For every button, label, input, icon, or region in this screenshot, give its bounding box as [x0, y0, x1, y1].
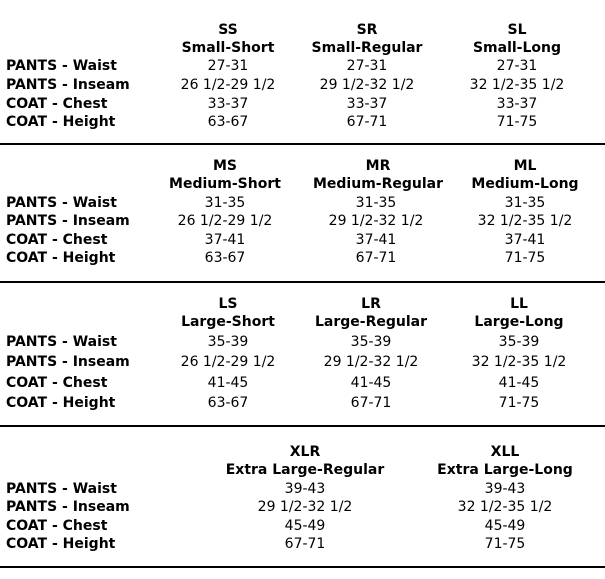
value-cell: 45-49 — [484, 518, 526, 534]
column-code: XLR — [289, 444, 321, 460]
column-name: Medium-Regular — [312, 176, 444, 192]
value-cell: 35-39 — [350, 334, 392, 350]
value-cell: 71-75 — [504, 250, 546, 266]
value-cell: 63-67 — [204, 250, 246, 266]
row-label-waist: PANTS - Waist — [6, 58, 117, 74]
section-divider — [0, 425, 605, 427]
value-cell: 33-37 — [346, 96, 388, 112]
value-cell: 27-31 — [346, 58, 388, 74]
value-cell: 67-71 — [350, 395, 392, 411]
row-label-height: COAT - Height — [6, 536, 116, 552]
value-cell: 71-75 — [498, 395, 540, 411]
row-label-height: COAT - Height — [6, 250, 116, 266]
column-name: Small-Regular — [311, 40, 423, 56]
value-cell: 67-71 — [355, 250, 397, 266]
column-code: SR — [356, 22, 378, 38]
value-cell: 31-35 — [204, 195, 246, 211]
column-code: XLL — [490, 444, 520, 460]
row-label-height: COAT - Height — [6, 114, 116, 130]
section-divider — [0, 143, 605, 145]
row-label-chest: COAT - Chest — [6, 232, 108, 248]
value-cell: 32 1/2-35 1/2 — [471, 354, 567, 370]
value-cell: 27-31 — [207, 58, 249, 74]
value-cell: 26 1/2-29 1/2 — [180, 354, 276, 370]
column-name: Medium-Long — [471, 176, 579, 192]
row-label-chest: COAT - Chest — [6, 375, 108, 391]
column-name: Extra Large-Long — [437, 462, 573, 478]
value-cell: 32 1/2-35 1/2 — [469, 77, 565, 93]
value-cell: 67-71 — [346, 114, 388, 130]
value-cell: 26 1/2-29 1/2 — [180, 77, 276, 93]
value-cell: 71-75 — [484, 536, 526, 552]
value-cell: 63-67 — [207, 114, 249, 130]
value-cell: 37-41 — [355, 232, 397, 248]
value-cell: 67-71 — [284, 536, 326, 552]
row-label-height: COAT - Height — [6, 395, 116, 411]
value-cell: 39-43 — [284, 481, 326, 497]
column-name: Small-Short — [181, 40, 275, 56]
column-code: MS — [212, 158, 238, 174]
row-label-inseam: PANTS - Inseam — [6, 499, 130, 515]
value-cell: 63-67 — [207, 395, 249, 411]
column-name: Large-Long — [474, 314, 564, 330]
value-cell: 31-35 — [504, 195, 546, 211]
value-cell: 33-37 — [207, 96, 249, 112]
value-cell: 29 1/2-32 1/2 — [319, 77, 415, 93]
value-cell: 71-75 — [496, 114, 538, 130]
value-cell: 33-37 — [496, 96, 538, 112]
column-code: MR — [365, 158, 391, 174]
column-code: LS — [218, 296, 238, 312]
value-cell: 45-49 — [284, 518, 326, 534]
column-name: Small-Long — [472, 40, 562, 56]
value-cell: 31-35 — [355, 195, 397, 211]
column-code: SL — [507, 22, 527, 38]
value-cell: 41-45 — [498, 375, 540, 391]
section-divider — [0, 281, 605, 283]
value-cell: 32 1/2-35 1/2 — [477, 213, 573, 229]
value-cell: 29 1/2-32 1/2 — [257, 499, 353, 515]
column-name: Large-Short — [181, 314, 275, 330]
row-label-chest: COAT - Chest — [6, 518, 108, 534]
column-code: ML — [513, 158, 537, 174]
column-code: LL — [510, 296, 528, 312]
value-cell: 41-45 — [207, 375, 249, 391]
column-name: Extra Large-Regular — [225, 462, 385, 478]
value-cell: 26 1/2-29 1/2 — [177, 213, 273, 229]
value-cell: 41-45 — [350, 375, 392, 391]
row-label-waist: PANTS - Waist — [6, 481, 117, 497]
section-divider — [0, 566, 605, 568]
value-cell: 39-43 — [484, 481, 526, 497]
value-cell: 35-39 — [207, 334, 249, 350]
column-name: Medium-Short — [169, 176, 281, 192]
value-cell: 32 1/2-35 1/2 — [457, 499, 553, 515]
row-label-waist: PANTS - Waist — [6, 195, 117, 211]
column-code: LR — [361, 296, 381, 312]
value-cell: 37-41 — [504, 232, 546, 248]
column-name: Large-Regular — [314, 314, 428, 330]
row-label-inseam: PANTS - Inseam — [6, 77, 130, 93]
value-cell: 37-41 — [204, 232, 246, 248]
value-cell: 27-31 — [496, 58, 538, 74]
row-label-waist: PANTS - Waist — [6, 334, 117, 350]
value-cell: 29 1/2-32 1/2 — [323, 354, 419, 370]
row-label-chest: COAT - Chest — [6, 96, 108, 112]
column-code: SS — [218, 22, 238, 38]
value-cell: 35-39 — [498, 334, 540, 350]
row-label-inseam: PANTS - Inseam — [6, 354, 130, 370]
row-label-inseam: PANTS - Inseam — [6, 213, 130, 229]
value-cell: 29 1/2-32 1/2 — [328, 213, 424, 229]
